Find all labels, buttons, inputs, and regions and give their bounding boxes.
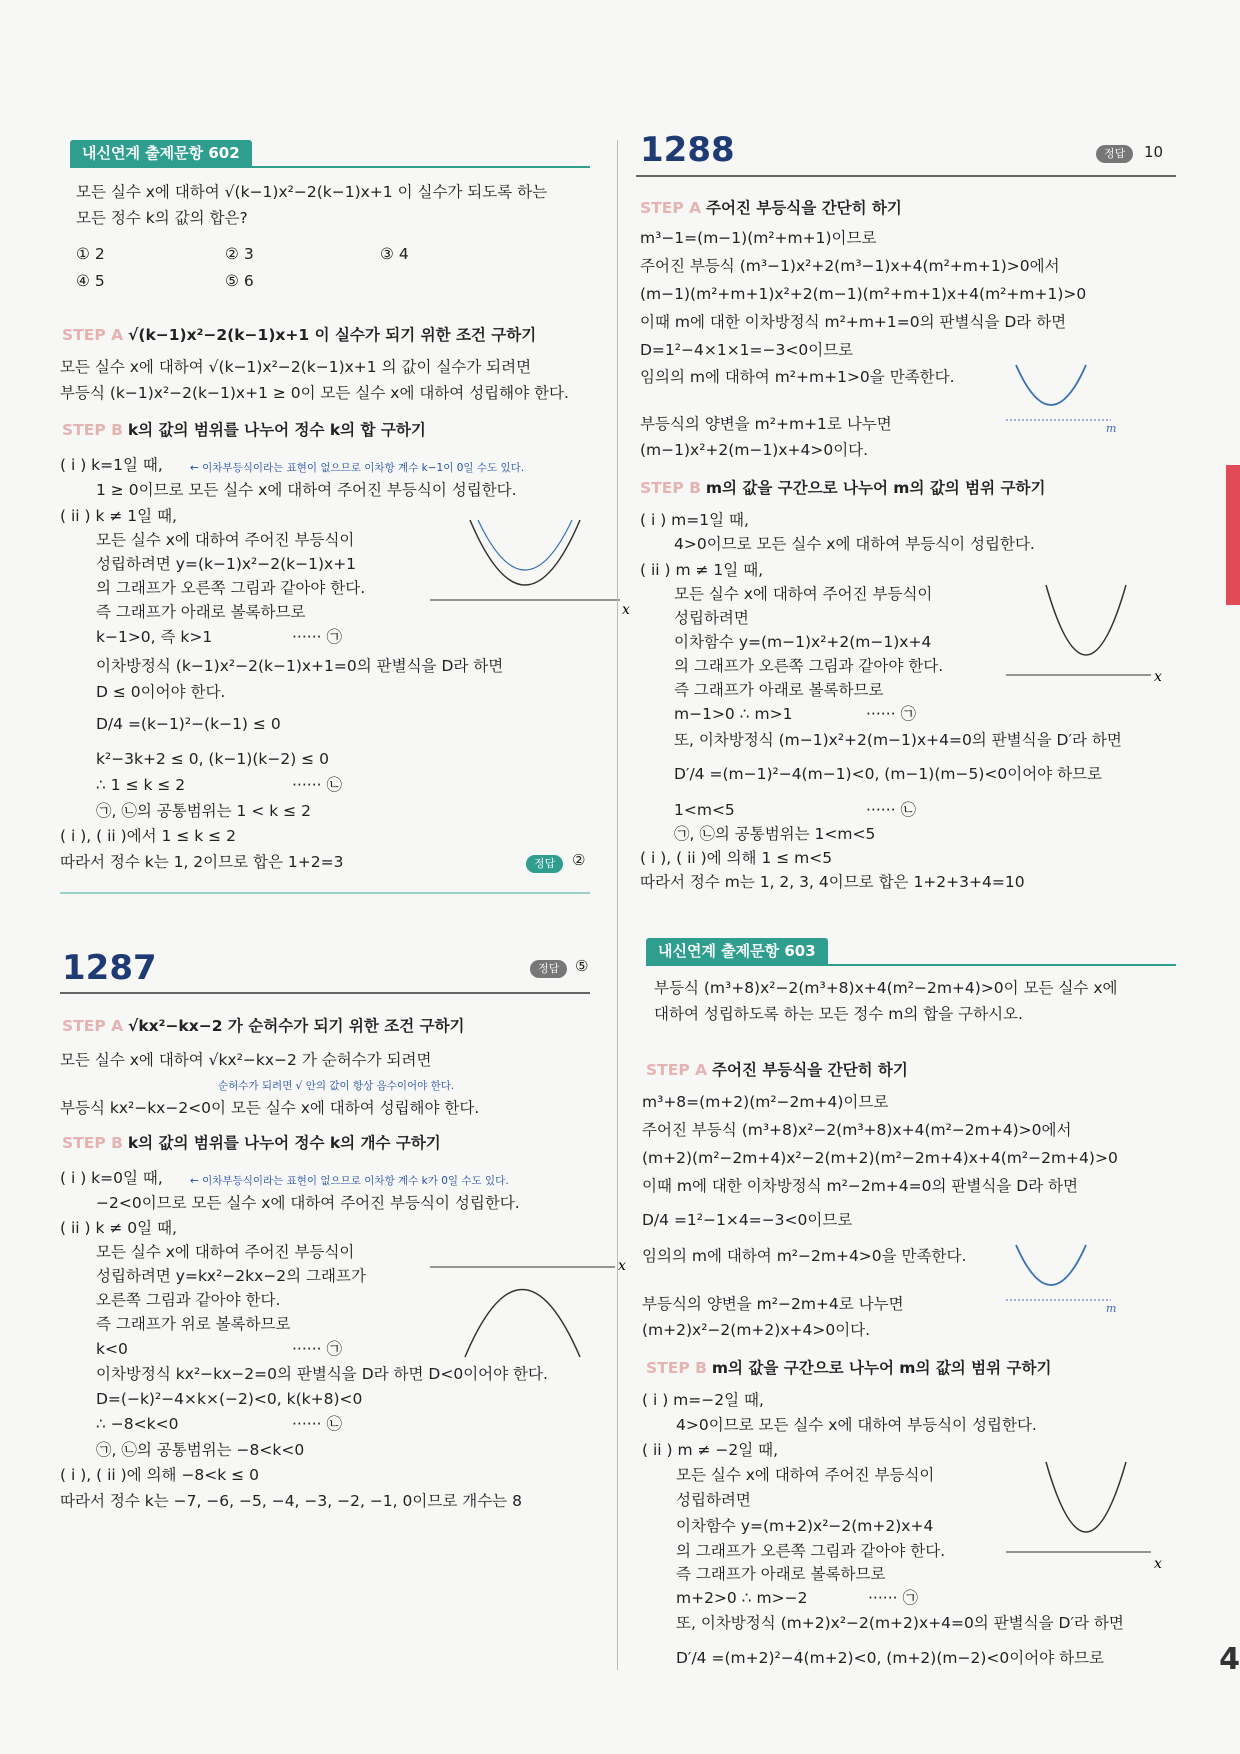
solution-line: ∴ 1 ≤ k ≤ 2: [96, 776, 186, 794]
step-a-title: √(k−1)x²−2(k−1)x+1 이 실수가 되기 위한 조건 구하기: [128, 326, 537, 344]
solution-line: ( i ), ( ii )에 의해 1 ≤ m<5: [640, 849, 833, 867]
solution-line: D/4 =(k−1)²−(k−1) ≤ 0: [96, 715, 281, 733]
solution-line: ㉠, ㉡의 공통범위는 1 < k ≤ 2: [96, 802, 311, 820]
solution-line: D/4 =1²−1×4=−3<0이므로: [642, 1211, 853, 1229]
solution-line: k²−3k+2 ≤ 0, (k−1)(k−2) ≤ 0: [96, 750, 329, 768]
section-header-603: 내신연계 출제문항 603: [646, 938, 828, 964]
solution-line: D=1²−4×1×1=−3<0이므로: [640, 341, 854, 359]
solution-line: ㉠, ㉡의 공통범위는 −8<k<0: [96, 1441, 305, 1459]
solution-line: 모든 실수 x에 대하여 주어진 부등식이: [674, 585, 933, 603]
solution-line: 이차함수 y=(m−1)x²+2(m−1)x+4: [674, 633, 932, 651]
step-b-heading: [62, 1133, 441, 1153]
choice-2: ② 3: [225, 245, 254, 263]
marker-a: ······ ㉠: [292, 1340, 342, 1358]
edge-tab: [1226, 465, 1240, 605]
axis-x-label: x: [622, 602, 630, 618]
solution-line: D′/4 =(m+2)²−4(m+2)<0, (m+2)(m−2)<0이어야 하므로: [676, 1649, 1105, 1667]
solution-line: 부등식 (k−1)x²−2(k−1)x+1 ≥ 0이 모든 실수 x에 대하여 성립해야 한다.: [60, 384, 569, 402]
step-a-title: 주어진 부등식을 간단히 하기: [712, 1061, 908, 1079]
number-rule: [636, 175, 1176, 177]
problem-text: 대하여 성립하도록 하는 모든 정수 m의 합을 구하시오.: [654, 1005, 1023, 1023]
solution-line: 주어진 부등식 (m³−1)x²+2(m³−1)x+4(m²+m+1)>0에서: [640, 257, 1060, 275]
answer-badge: 정답: [1096, 145, 1133, 163]
step-a-label: STEP A: [646, 1061, 708, 1079]
parabola-graph: [1006, 1462, 1176, 1572]
solution-line: ( i ) k=0일 때,: [60, 1169, 163, 1187]
solution-line: D ≤ 0이어야 한다.: [96, 683, 226, 701]
solution-line: ( ii ) m ≠ 1일 때,: [640, 561, 764, 579]
marker-b: ······ ㉡: [866, 801, 916, 819]
solution-line: 모든 실수 x에 대하여 √(k−1)x²−2(k−1)x+1 의 값이 실수가 되려면: [60, 358, 532, 376]
solution-line: 즉 그래프가 아래로 볼록하므로: [96, 603, 306, 621]
problem-text: 모든 정수 k의 값의 합은?: [76, 209, 248, 227]
solution-line: 의 그래프가 오른쪽 그림과 같아야 한다.: [96, 579, 366, 597]
axis-x-label: x: [1154, 669, 1162, 685]
step-b-label: STEP B: [646, 1359, 707, 1377]
marker-a: ······ ㉠: [866, 705, 916, 723]
solution-line: 모든 실수 x에 대하여 주어진 부등식이: [96, 1243, 355, 1261]
margin-note: ← 이차부등식이라는 표현이 없으므로 이차항 계수 k−1이 0일 수도 있다.: [190, 462, 525, 474]
step-b-heading: [62, 420, 426, 440]
solution-line: 모든 실수 x에 대하여 주어진 부등식이: [96, 531, 355, 549]
solution-line: 성립하려면 y=(k−1)x²−2(k−1)x+1: [96, 555, 357, 573]
parabola-graph-m: [1006, 360, 1176, 440]
step-b-title: k의 값의 범위를 나누어 정수 k의 개수 구하기: [127, 1134, 441, 1152]
choice-3: ③ 4: [380, 245, 409, 263]
problem-text: 모든 실수 x에 대하여 √(k−1)x²−2(k−1)x+1 이 실수가 되도록 하는: [76, 183, 548, 201]
solution-line: 성립하려면 y=kx²−2kx−2의 그래프가: [96, 1267, 366, 1285]
step-b-label: STEP B: [640, 479, 701, 497]
step-a-heading: [640, 198, 902, 218]
choice-4: ④ 5: [76, 272, 105, 290]
solution-line: 1<m<5: [674, 801, 735, 819]
solution-line: 또, 이차방정식 (m−1)x²+2(m−1)x+4=0의 판별식을 D′라 하면: [674, 731, 1122, 749]
step-a-title: 주어진 부등식을 간단히 하기: [706, 199, 902, 217]
answer-badge: 정답: [530, 960, 567, 978]
step-b-title: m의 값을 구간으로 나누어 m의 값의 범위 구하기: [711, 1359, 1052, 1377]
solution-line: 따라서 정수 k는 −7, −6, −5, −4, −3, −2, −1, 0이므로 개수는 8: [60, 1492, 522, 1510]
parabola-graph: [430, 510, 630, 620]
step-a-label: STEP A: [62, 326, 124, 344]
step-b-title: m의 값을 구간으로 나누어 m의 값의 범위 구하기: [705, 479, 1046, 497]
solution-line: 즉 그래프가 아래로 볼록하므로: [676, 1565, 886, 1583]
parabola-graph: [430, 1252, 630, 1362]
step-b-title: k의 값의 범위를 나누어 정수 k의 합 구하기: [127, 421, 426, 439]
header-rule: [70, 166, 590, 168]
solution-line: 이때 m에 대한 이차방정식 m²+m+1=0의 판별식을 D라 하면: [640, 313, 1067, 331]
marker-a: ······ ㉠: [868, 1589, 918, 1607]
solution-line: D=(−k)²−4×k×(−2)<0, k(k+8)<0: [96, 1390, 363, 1408]
page-number: 4: [1219, 1642, 1240, 1677]
header-rule: [646, 964, 1176, 966]
solution-line: ( i ), ( ii )에 의해 −8<k ≤ 0: [60, 1466, 259, 1484]
step-a-title: √kx²−kx−2 가 순허수가 되기 위한 조건 구하기: [128, 1017, 465, 1035]
margin-note: 순허수가 되려면 √ 안의 값이 항상 음수이어야 한다.: [218, 1080, 455, 1092]
solution-line: (m−1)x²+2(m−1)x+4>0이다.: [640, 441, 869, 459]
solution-line: ( ii ) k ≠ 0일 때,: [60, 1219, 177, 1237]
solution-line: 임의의 m에 대하여 m²−2m+4>0을 만족한다.: [642, 1247, 967, 1265]
solution-line: 이때 m에 대한 이차방정식 m²−2m+4=0의 판별식을 D라 하면: [642, 1177, 1078, 1195]
solution-line: m−1>0 ∴ m>1: [674, 705, 793, 723]
solution-line: 또, 이차방정식 (m+2)x²−2(m+2)x+4=0의 판별식을 D′라 하면: [676, 1614, 1124, 1632]
answer-value: ②: [572, 851, 586, 869]
solution-line: 부등식 kx²−kx−2<0이 모든 실수 x에 대하여 성립해야 한다.: [60, 1099, 480, 1117]
solution-line: k<0: [96, 1340, 128, 1358]
step-a-label: STEP A: [62, 1017, 124, 1035]
solution-line: 따라서 정수 m는 1, 2, 3, 4이므로 합은 1+2+3+4=10: [640, 873, 1025, 891]
solution-line: 임의의 m에 대하여 m²+m+1>0을 만족한다.: [640, 368, 955, 386]
solution-line: 따라서 정수 k는 1, 2이므로 합은 1+2=3: [60, 853, 344, 871]
axis-x-label: x: [1154, 1556, 1162, 1572]
marker-a: ······ ㉠: [292, 628, 342, 646]
marker-b: ······ ㉡: [292, 1415, 342, 1433]
solution-line: 1 ≥ 0이므로 모든 실수 x에 대하여 주어진 부등식이 성립한다.: [96, 481, 517, 499]
answer-badge: 정답: [526, 855, 563, 873]
solution-line: (m+2)(m²−2m+4)x²−2(m+2)(m²−2m+4)x+4(m²−2m+4)>0: [642, 1149, 1118, 1167]
solution-line: 즉 그래프가 아래로 볼록하므로: [674, 681, 884, 699]
answer-value: 10: [1144, 143, 1164, 161]
section-divider: [60, 892, 590, 894]
axis-m-label: m: [1106, 1302, 1117, 1315]
step-b-heading: [640, 478, 1045, 498]
step-b-heading: [646, 1358, 1051, 1378]
axis-x-label: x: [618, 1258, 626, 1274]
step-a-heading: [646, 1060, 908, 1080]
solution-line: 모든 실수 x에 대하여 √kx²−kx−2 가 순허수가 되려면: [60, 1051, 432, 1069]
solution-line: −2<0이므로 모든 실수 x에 대하여 주어진 부등식이 성립한다.: [96, 1194, 520, 1212]
choice-1: ① 2: [76, 245, 105, 263]
parabola-graph: [1006, 585, 1176, 695]
number-rule: [60, 992, 590, 994]
step-b-label: STEP B: [62, 1134, 123, 1152]
solution-line: ㉠, ㉡의 공통범위는 1<m<5: [674, 825, 876, 843]
solution-line: 이차함수 y=(m+2)x²−2(m+2)x+4: [676, 1517, 934, 1535]
solution-line: 모든 실수 x에 대하여 주어진 부등식이: [676, 1466, 935, 1484]
problem-number-1287: 1287: [62, 948, 157, 988]
solution-line: ( i ) m=1일 때,: [640, 511, 749, 529]
solution-line: 오른쪽 그림과 같아야 한다.: [96, 1291, 281, 1309]
solution-line: 이차방정식 (k−1)x²−2(k−1)x+1=0의 판별식을 D라 하면: [96, 657, 504, 675]
solution-line: ( i ) k=1일 때,: [60, 456, 163, 474]
solution-line: ∴ −8<k<0: [96, 1415, 179, 1433]
solution-line: 4>0이므로 모든 실수 x에 대하여 부등식이 성립한다.: [676, 1416, 1037, 1434]
problem-text: 부등식 (m³+8)x²−2(m³+8)x+4(m²−2m+4)>0이 모든 실수 x에: [654, 979, 1118, 997]
marker-b: ······ ㉡: [292, 776, 342, 794]
solution-line: ( i ), ( ii )에서 1 ≤ k ≤ 2: [60, 827, 236, 845]
solution-line: 의 그래프가 오른쪽 그림과 같아야 한다.: [676, 1542, 946, 1560]
margin-note: ← 이차부등식이라는 표현이 없으므로 이차항 계수 k가 0일 수도 있다.: [190, 1175, 509, 1187]
step-b-label: STEP B: [62, 421, 123, 439]
solution-line: 의 그래프가 오른쪽 그림과 같아야 한다.: [674, 657, 944, 675]
solution-line: ( i ) m=−2일 때,: [642, 1391, 764, 1409]
step-a-heading: [62, 1016, 465, 1036]
solution-line: 성립하려면: [674, 609, 749, 627]
parabola-graph-m: [1006, 1240, 1176, 1320]
solution-line: m³−1=(m−1)(m²+m+1)이므로: [640, 229, 877, 247]
step-a-heading: [62, 325, 536, 345]
solution-line: (m+2)x²−2(m+2)x+4>0이다.: [642, 1321, 871, 1339]
solution-line: k−1>0, 즉 k>1: [96, 628, 213, 646]
column-divider: [617, 140, 618, 1670]
solution-line: ( ii ) m ≠ −2일 때,: [642, 1441, 779, 1459]
solution-line: ( ii ) k ≠ 1일 때,: [60, 507, 177, 525]
step-a-label: STEP A: [640, 199, 702, 217]
solution-line: 부등식의 양변을 m²+m+1로 나누면: [640, 415, 892, 433]
solution-line: 즉 그래프가 위로 볼록하므로: [96, 1315, 291, 1333]
solution-line: (m−1)(m²+m+1)x²+2(m−1)(m²+m+1)x+4(m²+m+1)>0: [640, 285, 1087, 303]
section-header-602: 내신연계 출제문항 602: [70, 140, 252, 166]
solution-line: 4>0이므로 모든 실수 x에 대하여 부등식이 성립한다.: [674, 535, 1035, 553]
choice-5: ⑤ 6: [225, 272, 254, 290]
problem-number-1288: 1288: [640, 130, 735, 170]
solution-line: 부등식의 양변을 m²−2m+4로 나누면: [642, 1295, 904, 1313]
axis-m-label: m: [1106, 422, 1117, 435]
solution-line: 이차방정식 kx²−kx−2=0의 판별식을 D라 하면 D<0이어야 한다.: [96, 1365, 548, 1383]
solution-line: 성립하려면: [676, 1491, 751, 1509]
answer-value: ⑤: [575, 957, 589, 975]
solution-line: 주어진 부등식 (m³+8)x²−2(m³+8)x+4(m²−2m+4)>0에서: [642, 1121, 1072, 1139]
solution-line: m³+8=(m+2)(m²−2m+4)이므로: [642, 1093, 889, 1111]
solution-line: D′/4 =(m−1)²−4(m−1)<0, (m−1)(m−5)<0이어야 하므로: [674, 765, 1103, 783]
solution-line: m+2>0 ∴ m>−2: [676, 1589, 808, 1607]
